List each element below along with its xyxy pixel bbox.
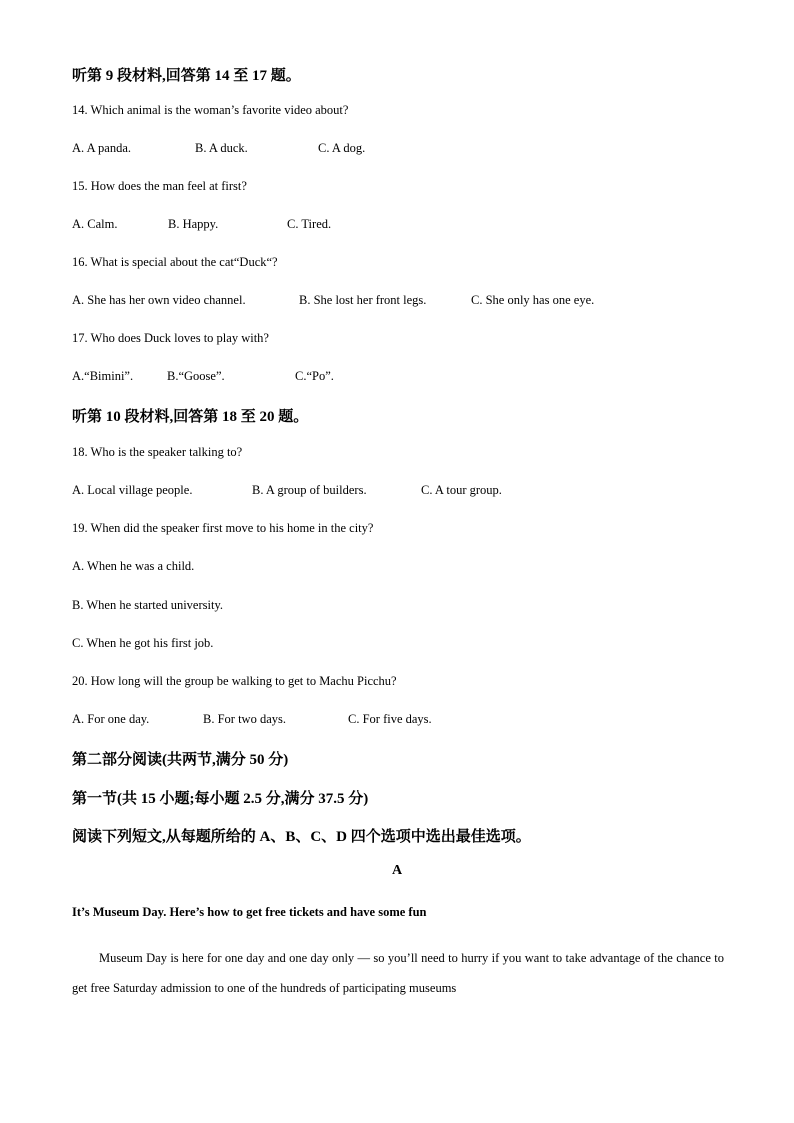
question-15: 15. How does the man feel at first?	[72, 179, 247, 193]
q19-option-c: C. When he got his first job.	[72, 636, 214, 650]
question-16: 16. What is special about the cat“Duck“?	[72, 255, 278, 269]
q19-option-b: B. When he started university.	[72, 598, 224, 612]
q14-option-a: A. A panda.	[72, 141, 132, 155]
part-2-subheading: 第一节(共 15 小题;每小题 2.5 分,满分 37.5 分)	[72, 791, 369, 807]
q17-option-c: C.“Po”.	[295, 369, 334, 383]
q16-option-c: C. She only has one eye.	[471, 293, 595, 307]
q18-option-b: B. A group of builders.	[252, 483, 367, 497]
q15-option-b: B. Happy.	[168, 217, 219, 231]
q14-option-c: C. A dog.	[318, 141, 366, 155]
question-20: 20. How long will the group be walking to get to Machu Picchu?	[72, 674, 397, 688]
q16-option-a: A. She has her own video channel.	[72, 293, 246, 307]
part-2-instruction: 阅读下列短文,从每题所给的 A、B、C、D 四个选项中选出最佳选项。	[72, 829, 531, 845]
q18-option-a: A. Local village people.	[72, 483, 193, 497]
passage-body: Museum Day is here for one day and one day only — so you’ll need to hurry if you want to take advantage of the chance to get free Saturday admission to one of the hundreds of participating museums	[72, 951, 724, 995]
passage-label: A	[391, 863, 403, 878]
question-14: 14. Which animal is the woman’s favorite video about?	[72, 103, 349, 117]
q17-option-a: A.“Bimini”.	[72, 369, 134, 383]
q16-option-b: B. She lost her front legs.	[299, 293, 427, 307]
q18-option-c: C. A tour group.	[421, 483, 502, 497]
part-2-heading: 第二部分阅读(共两节,满分 50 分)	[72, 752, 289, 768]
section-9-heading: 听第 9 段材料,回答第 14 至 17 题。	[72, 68, 301, 84]
q20-option-a: A. For one day.	[72, 712, 150, 726]
q14-option-b: B. A duck.	[195, 141, 248, 155]
question-19: 19. When did the speaker first move to his home in the city?	[72, 521, 374, 535]
question-17: 17. Who does Duck loves to play with?	[72, 331, 269, 345]
passage-title: It’s Museum Day. Here’s how to get free tickets and have some fun	[72, 905, 427, 919]
q20-option-b: B. For two days.	[203, 712, 286, 726]
q20-option-c: C. For five days.	[348, 712, 432, 726]
q15-option-a: A. Calm.	[72, 217, 118, 231]
q17-option-b: B.“Goose”.	[167, 369, 225, 383]
q15-option-c: C. Tired.	[287, 217, 332, 231]
q19-option-a: A. When he was a child.	[72, 559, 195, 573]
question-18: 18. Who is the speaker talking to?	[72, 445, 243, 459]
section-10-heading: 听第 10 段材料,回答第 18 至 20 题。	[72, 409, 309, 425]
